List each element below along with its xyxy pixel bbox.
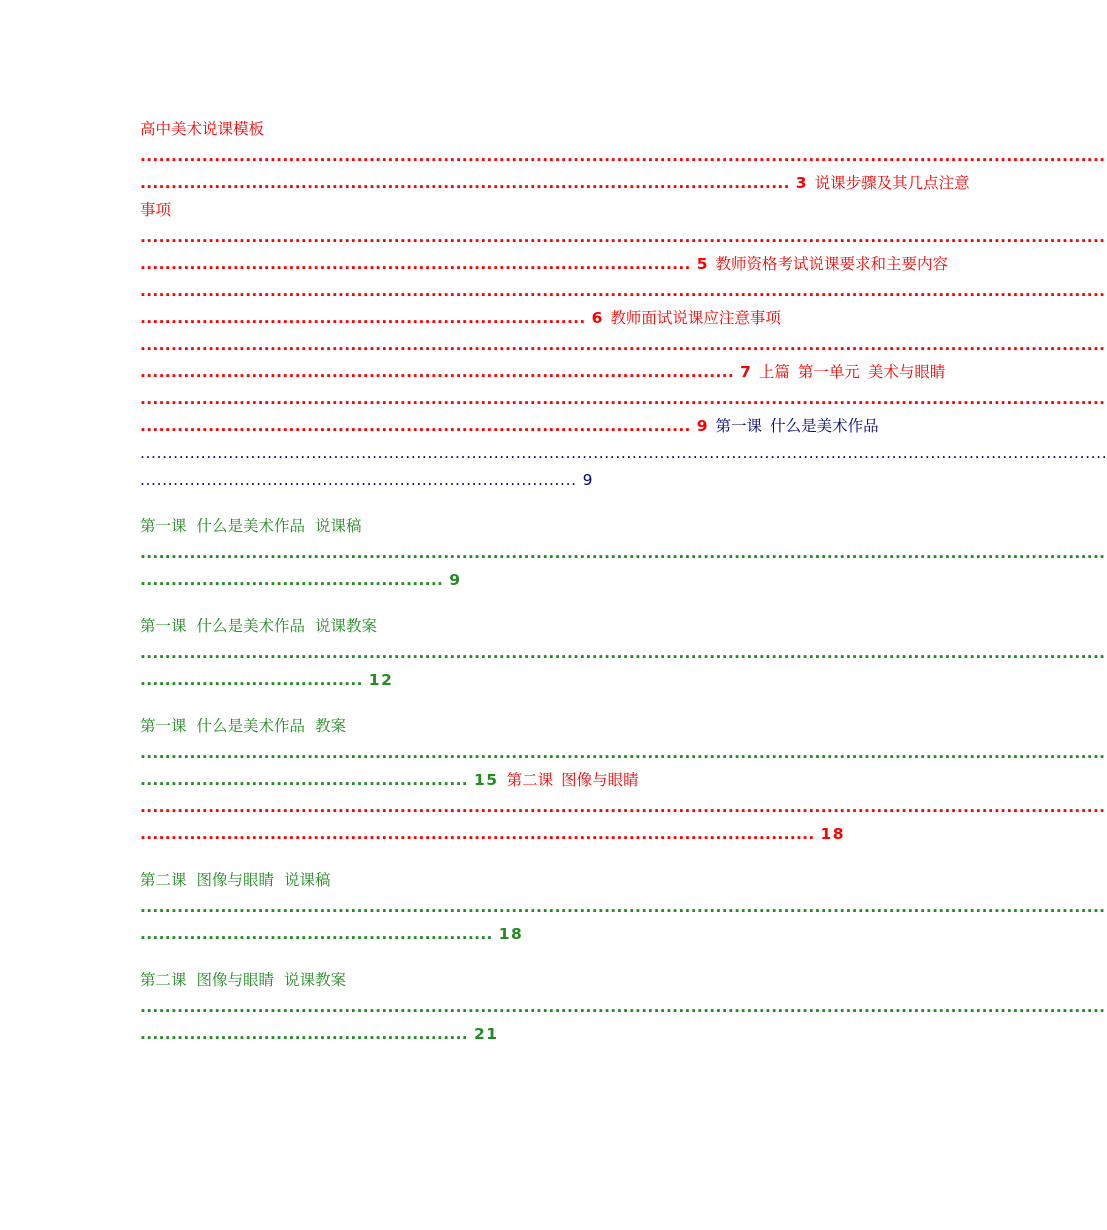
toc-page-number: 7 xyxy=(740,363,751,381)
toc-leader: ............................................................................................................................................................ xyxy=(140,898,1106,916)
toc-page-number: 9 xyxy=(449,571,462,589)
toc-entry-word[interactable]: 图像与眼睛 xyxy=(196,971,275,989)
toc-leader: ............................................................................................................................................................ xyxy=(140,798,1106,816)
toc-entry-label: 高中美术说课模板 xyxy=(140,120,265,138)
toc-entry-word[interactable]: 什么是美术作品 xyxy=(196,717,306,735)
toc-entry-word[interactable]: 什么是美术作品 xyxy=(196,517,306,535)
toc-entry-word[interactable]: 第二课 xyxy=(140,971,187,989)
toc-line xyxy=(140,713,808,740)
toc-page-number: 12 xyxy=(368,671,394,689)
toc-page-number: 9 xyxy=(696,417,708,435)
toc-page-number: 18 xyxy=(498,925,524,943)
toc-leader: ............................................................................................................................................................ xyxy=(140,228,1106,246)
toc-entry-word[interactable]: 美术与眼睛 xyxy=(867,363,946,381)
toc-entry-word[interactable]: 第二课 xyxy=(506,771,554,789)
toc-line xyxy=(140,513,808,540)
toc-line xyxy=(140,921,808,948)
toc-entry-word[interactable]: 第一课 xyxy=(140,517,187,535)
toc-line xyxy=(140,613,808,640)
toc-entry-word[interactable]: 图像与眼睛 xyxy=(196,871,275,889)
toc-page-number: 15 xyxy=(473,771,499,789)
toc-entry-label[interactable]: 说课步骤及其几点注意 xyxy=(814,174,970,192)
toc-leader: ..................................................... xyxy=(140,1025,468,1043)
toc-line xyxy=(140,467,808,494)
toc-line xyxy=(140,305,808,332)
toc-leader: ............................................................................................................................................................ xyxy=(140,390,1106,408)
toc-page-number: 6 xyxy=(591,309,603,327)
toc-page-number: 5 xyxy=(696,255,708,273)
toc-leader: ........................................................................ xyxy=(140,309,586,327)
toc-page-number: 21 xyxy=(473,1025,499,1043)
toc-entry-word[interactable]: 第二课 xyxy=(140,871,187,889)
toc-line xyxy=(140,667,808,694)
toc-entry-word[interactable]: 教案 xyxy=(315,717,347,735)
toc-leader: ......................................................................................... xyxy=(140,417,691,435)
toc-leader: ......................................................... xyxy=(140,925,493,943)
toc-entry-word[interactable]: 上篇 xyxy=(758,363,790,381)
toc-entry-word[interactable]: 什么是美术作品 xyxy=(770,417,879,435)
toc-entry-word[interactable]: 说课稿 xyxy=(315,517,362,535)
toc-entry-word[interactable]: 第一课 xyxy=(715,417,763,435)
toc-line xyxy=(140,197,808,224)
toc-leader: ................................................................................................ xyxy=(140,363,735,381)
toc-leader: ............................................................................................................................................................................... xyxy=(140,444,1107,462)
toc-entry-word[interactable]: 第一课 xyxy=(140,617,187,635)
toc-leader: ............................................................................................................................................................ xyxy=(140,744,1106,762)
toc-leader: ................................................. xyxy=(140,571,444,589)
toc-line xyxy=(140,251,949,278)
toc-page-number: 18 xyxy=(820,825,846,843)
toc-line xyxy=(140,867,808,894)
toc-line xyxy=(140,967,808,994)
toc-page-number: 9 xyxy=(582,471,593,489)
toc-leader: .................................... xyxy=(140,671,363,689)
toc-line xyxy=(140,1021,808,1048)
toc-page-number: 3 xyxy=(795,174,807,192)
toc-leader: ............................................................................................................................................................ xyxy=(140,998,1106,1016)
toc-entry-word[interactable]: 说课教案 xyxy=(315,617,378,635)
toc-leader: ............................................................................................................................................................ xyxy=(140,644,1106,662)
toc-entry-title[interactable] xyxy=(140,116,808,143)
toc-leader: ..................................................... xyxy=(140,771,468,789)
toc-line xyxy=(140,413,879,440)
toc-leader: ............................................................................................................................................................ xyxy=(140,336,1106,354)
toc-entry-word[interactable]: 什么是美术作品 xyxy=(196,617,306,635)
toc-entry-label[interactable]: 教师面试说课应注意事项 xyxy=(610,309,781,327)
toc-entry-word[interactable]: 说课稿 xyxy=(284,871,331,889)
toc-entry-label[interactable]: 教师资格考试说课要求和主要内容 xyxy=(715,255,949,273)
toc-entry-word[interactable]: 图像与眼睛 xyxy=(561,771,639,789)
toc-line xyxy=(140,767,808,794)
toc-entry-word[interactable]: 说课教案 xyxy=(284,971,347,989)
toc-leader: ......................................................................................................... xyxy=(140,174,790,192)
toc-entry-word[interactable]: 第一课 xyxy=(140,717,187,735)
toc-line xyxy=(140,170,970,197)
toc-line xyxy=(140,567,808,594)
toc-leader: ............................................................................................................................................................ xyxy=(140,147,1106,165)
toc-line xyxy=(140,821,846,848)
toc-entry-word[interactable]: 第一单元 xyxy=(797,363,860,381)
table-of-contents xyxy=(140,116,1107,1048)
toc-leader: ......................................................................................... xyxy=(140,255,691,273)
toc-leader: ............................................................................................................. xyxy=(140,825,815,843)
toc-line xyxy=(140,359,946,386)
toc-leader: ............................................................................... xyxy=(140,471,577,489)
toc-entry-label[interactable]: 事项 xyxy=(140,201,172,219)
toc-leader: ............................................................................................................................................................ xyxy=(140,544,1106,562)
toc-leader: ............................................................................................................................................................ xyxy=(140,282,1106,300)
